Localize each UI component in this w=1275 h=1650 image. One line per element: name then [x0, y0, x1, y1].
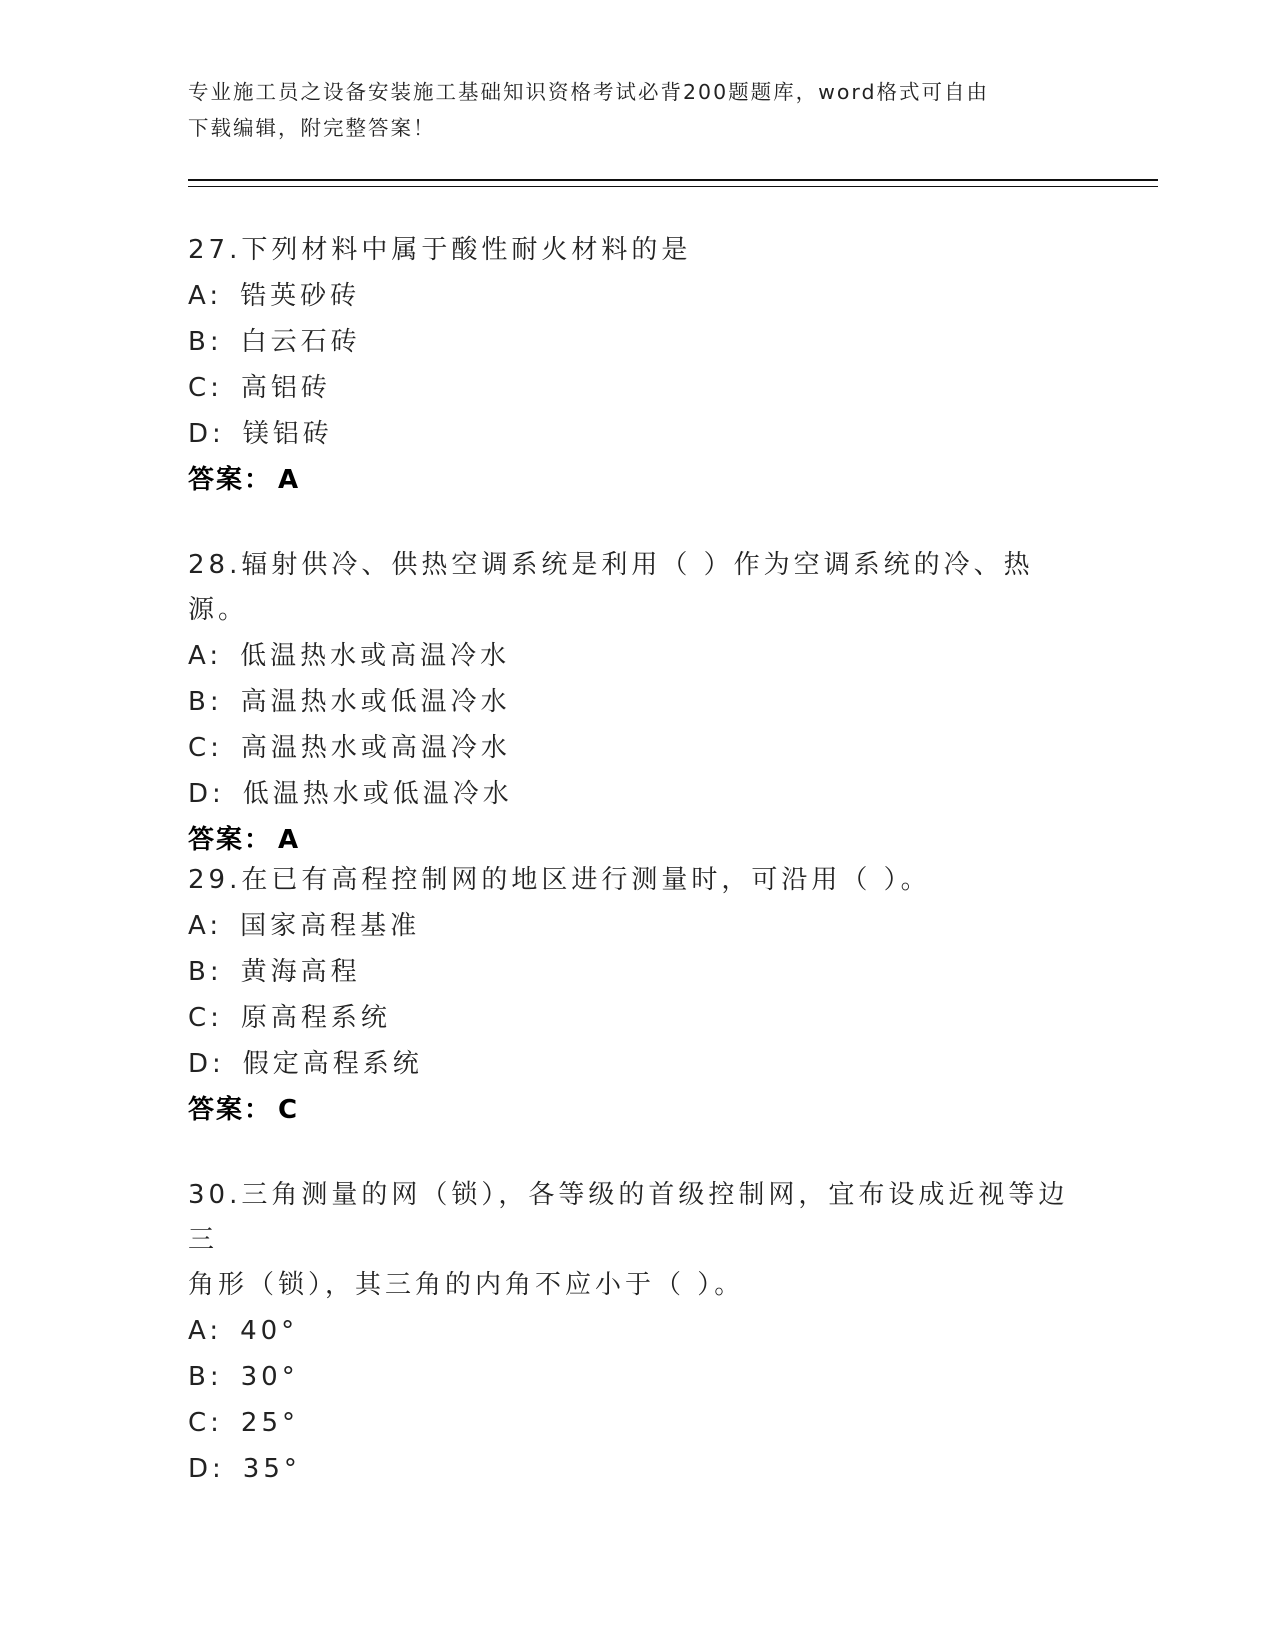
- option-letter: A:: [188, 641, 223, 671]
- option-text: 30°: [240, 1362, 299, 1392]
- answer-value: C: [278, 1095, 300, 1125]
- option-c: [188, 725, 1088, 771]
- header-line-2: 下载编辑，附完整答案！: [188, 116, 436, 140]
- question-29: [188, 858, 1088, 1133]
- question-27: [188, 228, 1088, 503]
- answer-value: A: [278, 825, 301, 855]
- option-letter: C:: [188, 373, 223, 403]
- option-text: 高温热水或低温冷水: [240, 687, 511, 717]
- option-letter: B:: [188, 327, 223, 357]
- option-a: [188, 1308, 1088, 1354]
- document-header: [188, 74, 1088, 146]
- option-text: 国家高程基准: [240, 911, 421, 941]
- option-letter: D:: [188, 1454, 225, 1484]
- option-b: [188, 679, 1088, 725]
- answer-line: [188, 817, 1088, 863]
- answer-line: [188, 1087, 1088, 1133]
- option-d: [188, 1446, 1088, 1492]
- option-b: [188, 949, 1088, 995]
- option-text: 镁铝砖: [242, 419, 333, 449]
- answer-label: 答案：: [188, 825, 273, 855]
- option-letter: B:: [188, 1362, 223, 1392]
- question-28: [188, 543, 1088, 863]
- option-text: 假定高程系统: [242, 1049, 423, 1079]
- option-letter: D:: [188, 419, 225, 449]
- option-letter: B:: [188, 957, 223, 987]
- option-d: [188, 771, 1088, 817]
- option-text: 低温热水或低温冷水: [242, 779, 513, 809]
- option-letter: A:: [188, 911, 223, 941]
- option-b: [188, 1354, 1088, 1400]
- option-letter: B:: [188, 687, 223, 717]
- option-text: 高铝砖: [240, 373, 331, 403]
- option-letter: D:: [188, 779, 225, 809]
- option-letter: C:: [188, 733, 223, 763]
- option-letter: C:: [188, 1003, 223, 1033]
- question-stem: 28.辐射供冷、供热空调系统是利用（ ）作为空调系统的冷、热源。: [188, 550, 1034, 625]
- option-text: 35°: [242, 1454, 301, 1484]
- option-letter: D:: [188, 1049, 225, 1079]
- option-a: [188, 273, 1088, 319]
- option-c: [188, 995, 1088, 1041]
- question-30: [188, 1173, 1088, 1492]
- option-text: 25°: [240, 1408, 300, 1438]
- option-a: [188, 633, 1088, 679]
- option-a: [188, 903, 1088, 949]
- option-text: 黄海高程: [240, 957, 361, 987]
- answer-line: [188, 457, 1088, 503]
- question-stem-line-1: 30.三角测量的网（锁），各等级的首级控制网，宜布设成近视等边三: [188, 1180, 1069, 1255]
- question-stem-line-2: 角形（锁），其三角的内角不应小于（ ）。: [188, 1270, 745, 1300]
- option-text: 原高程系统: [240, 1003, 391, 1033]
- option-text: 高温热水或高温冷水: [240, 733, 511, 763]
- option-text: 40°: [240, 1316, 299, 1346]
- answer-label: 答案：: [188, 1095, 273, 1125]
- option-b: [188, 319, 1088, 365]
- answer-value: A: [278, 465, 301, 495]
- option-d: [188, 1041, 1088, 1087]
- option-letter: A:: [188, 1316, 223, 1346]
- option-text: 低温热水或高温冷水: [240, 641, 511, 671]
- header-line-1: 专业施工员之设备安装施工基础知识资格考试必背200题题库，word格式可自由: [188, 80, 990, 104]
- option-d: [188, 411, 1088, 457]
- option-c: [188, 1400, 1088, 1446]
- option-c: [188, 365, 1088, 411]
- header-divider: [188, 179, 1158, 187]
- option-letter: C:: [188, 1408, 223, 1438]
- option-text: 白云石砖: [240, 327, 361, 357]
- question-stem: 29.在已有高程控制网的地区进行测量时，可沿用（ ）。: [188, 865, 931, 895]
- option-letter: A:: [188, 281, 223, 311]
- question-stem: 27.下列材料中属于酸性耐火材料的是: [188, 235, 692, 265]
- answer-label: 答案：: [188, 465, 273, 495]
- option-text: 锆英砂砖: [240, 281, 361, 311]
